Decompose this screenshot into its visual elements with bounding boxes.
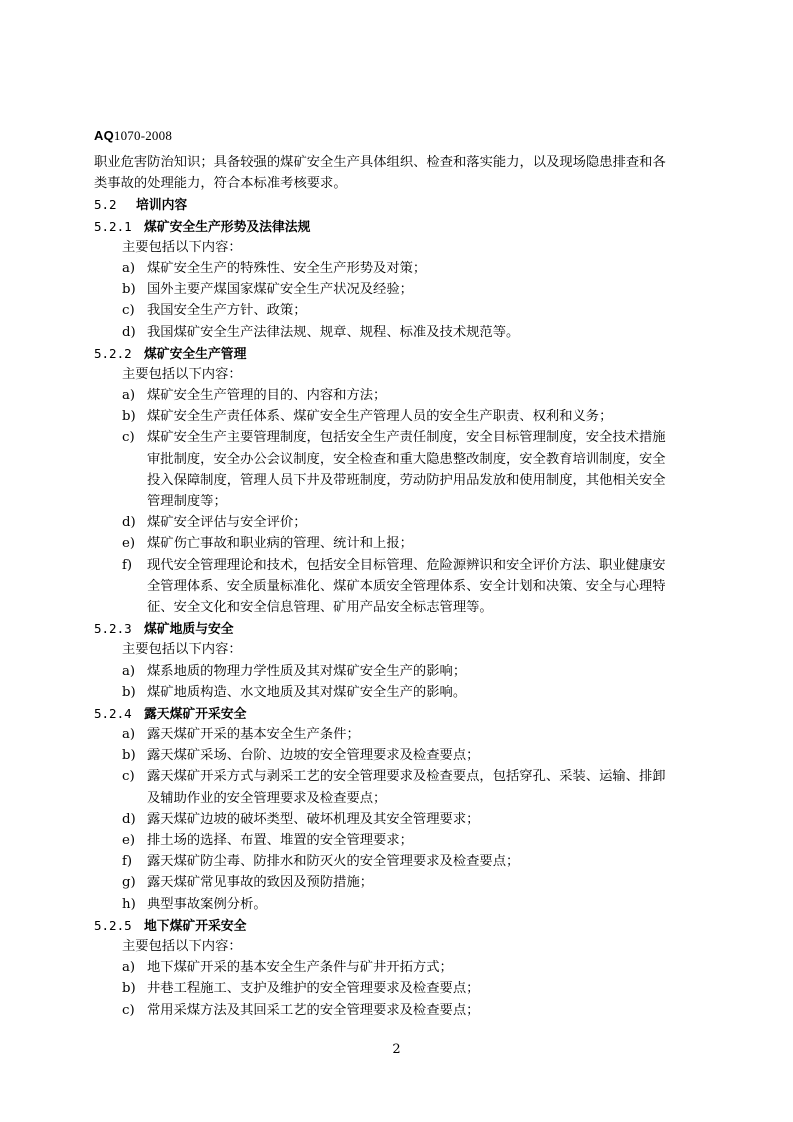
- list-item: a) 煤系地质的物理力学性质及其对煤矿安全生产的影响；: [122, 663, 467, 679]
- list-item: b) 国外主要产煤国家煤矿安全生产状况及经验；: [122, 282, 413, 298]
- list-item: h) 典型事故案例分析。: [122, 896, 267, 912]
- section-heading-5-2-4: 5.2.4 露天煤矿开采安全: [94, 705, 247, 722]
- list-item: b) 露天煤矿采场、台阶、边坡的安全管理要求及检查要点；: [122, 748, 480, 764]
- paragraph-line: 职业危害防治知识；具备较强的煤矿安全生产具体组织、检查和落实能力，以及现场隐患排查和各: [94, 155, 666, 170]
- list-item: d) 煤矿安全评估与安全评价；: [122, 515, 307, 531]
- standard-prefix: AQ: [94, 128, 114, 143]
- list-item: g) 露天煤矿常见事故的致因及预防措施；: [122, 875, 374, 891]
- list-item-continuation: 征、安全文化和安全信息管理、矿用产品安全标志管理等。: [147, 599, 493, 615]
- list-item: a) 露天煤矿开采的基本安全生产条件；: [122, 727, 360, 743]
- paragraph-line: 类事故的处理能力，符合本标准考核要求。: [94, 176, 347, 192]
- list-item: f) 露天煤矿防尘毒、防排水和防灭火的安全管理要求及检查要点；: [122, 854, 520, 870]
- list-item-continuation: 及辅助作业的安全管理要求及检查要点；: [147, 790, 387, 806]
- list-item: b) 煤矿安全生产责任体系、煤矿安全生产管理人员的安全生产职责、权利和义务；: [122, 409, 613, 425]
- list-item-continuation: 审批制度，安全办公会议制度，安全检查和重大隐患整改制度，安全教育培训制度，安全: [147, 451, 666, 467]
- list-item: d) 露天煤矿边坡的破坏类型、破坏机理及其安全管理要求；: [122, 811, 480, 827]
- section-heading-5-2-1: 5.2.1 煤矿安全生产形势及法律法规: [94, 218, 311, 235]
- list-item: c) 煤矿安全生产主要管理制度，包括安全生产责任制度，安全目标管理制度，安全技术措施: [122, 430, 666, 446]
- list-item: a) 煤矿安全生产的特殊性、安全生产形势及对策；: [122, 260, 427, 276]
- list-item-continuation: 管理制度等；: [147, 494, 227, 509]
- section-heading-5-2-2: 5.2.2 煤矿安全生产管理: [94, 345, 247, 362]
- list-item: c) 我国安全生产方针、政策；: [122, 303, 307, 319]
- list-item: c) 露天煤矿开采方式与剥采工艺的安全管理要求及检查要点，包括穿孔、采装、运输、排卸: [122, 769, 666, 785]
- list-item: e) 排土场的选择、布置、堆置的安全管理要求；: [122, 833, 413, 848]
- list-item: f) 现代安全管理理论和技术，包括安全目标管理、危险源辨识和安全评价方法、职业健康安: [122, 557, 666, 573]
- section-intro: 主要包括以下内容：: [122, 366, 242, 382]
- list-item: e) 煤矿伤亡事故和职业病的管理、统计和上报；: [122, 536, 413, 552]
- list-item: a) 煤矿安全生产管理的目的、内容和方法；: [122, 388, 387, 404]
- list-item: c) 常用采煤方法及其回采工艺的安全管理要求及检查要点；: [122, 1002, 480, 1018]
- document-body: [94, 152, 704, 1021]
- section-intro: 主要包括以下内容：: [122, 938, 242, 954]
- section-intro: 主要包括以下内容：: [122, 642, 242, 658]
- list-item: a) 地下煤矿开采的基本安全生产条件与矿井开拓方式；: [122, 960, 453, 976]
- section-heading-5-2-3: 5.2.3 煤矿地质与安全: [94, 621, 234, 638]
- list-item-continuation: 全管理体系、安全质量标准化、煤矿本质安全管理体系、安全计划和决策、安全与心理特: [147, 578, 666, 594]
- list-item: b) 井巷工程施工、支护及维护的安全管理要求及检查要点；: [122, 981, 480, 997]
- standard-number: 1070-2008: [113, 128, 173, 143]
- section-intro: 主要包括以下内容：: [122, 239, 242, 255]
- standard-code-header: [94, 128, 172, 144]
- page-number: 2: [392, 1042, 401, 1057]
- section-heading-5-2: 5.2 培训内容: [94, 197, 188, 214]
- list-item: d) 我国煤矿安全生产法律法规、规章、规程、标准及技术规范等。: [122, 324, 520, 340]
- section-heading-5-2-5: 5.2.5 地下煤矿开采安全: [94, 917, 247, 934]
- list-item-continuation: 投入保障制度，管理人员下井及带班制度，劳动防护用品发放和使用制度，其他相关安全: [147, 472, 666, 488]
- list-item: b) 煤矿地质构造、水文地质及其对煤矿安全生产的影响。: [122, 684, 467, 700]
